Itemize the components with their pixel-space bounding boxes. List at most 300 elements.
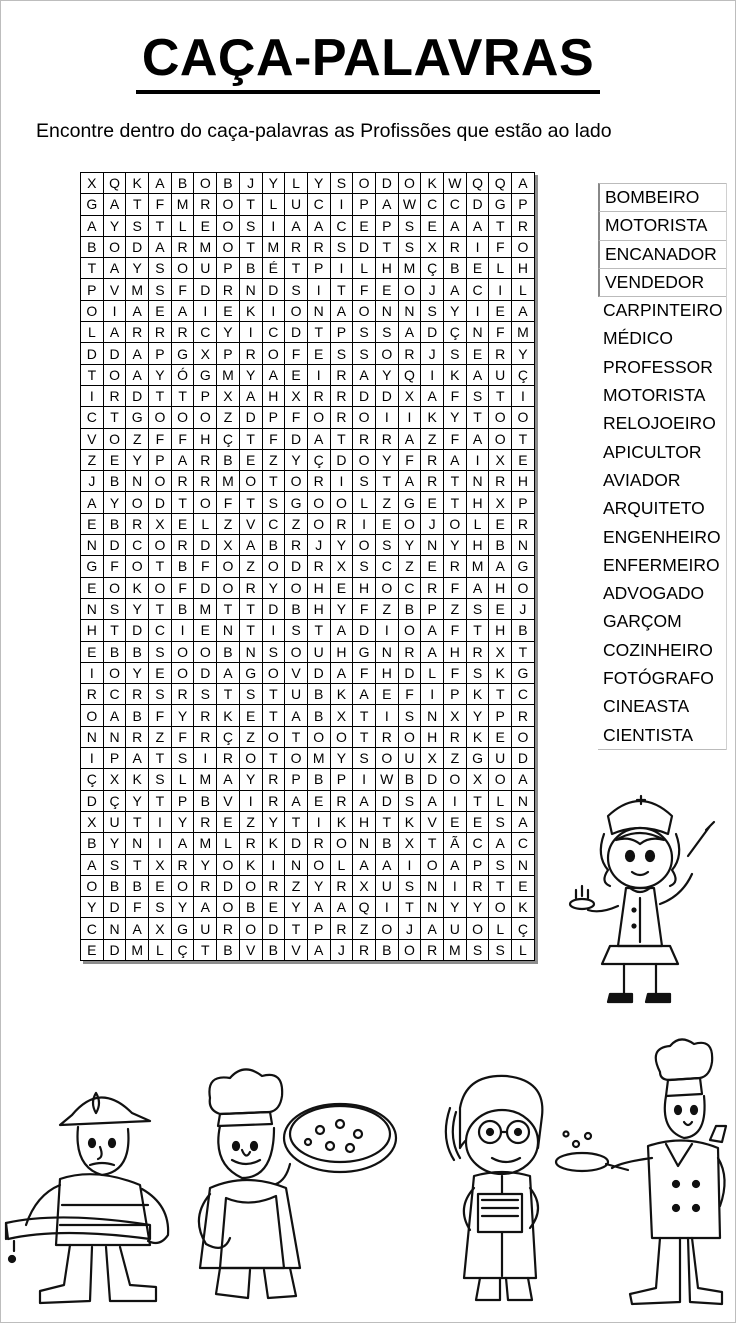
- grid-cell: A: [398, 471, 421, 492]
- grid-cell: R: [375, 726, 398, 747]
- grid-cell: I: [81, 748, 104, 769]
- grid-cell: S: [149, 258, 172, 279]
- grid-cell: V: [421, 811, 444, 832]
- grid-cell: K: [466, 726, 489, 747]
- grid-cell: P: [307, 918, 330, 939]
- grid-cell: X: [81, 173, 104, 194]
- grid-cell: O: [307, 726, 330, 747]
- grid-cell: O: [149, 407, 172, 428]
- grid-cell: O: [171, 875, 194, 896]
- grid-cell: R: [330, 513, 353, 534]
- grid-cell: F: [398, 684, 421, 705]
- grid-cell: I: [444, 875, 467, 896]
- grid-cell: X: [353, 875, 376, 896]
- grid-cell: O: [217, 897, 240, 918]
- grid-cell: V: [81, 428, 104, 449]
- grid-cell: Ç: [512, 918, 535, 939]
- grid-cell: L: [171, 769, 194, 790]
- grid-cell: A: [512, 173, 535, 194]
- grid-cell: R: [171, 471, 194, 492]
- grid-row: [81, 236, 535, 257]
- grid-cell: D: [149, 492, 172, 513]
- grid-cell: U: [194, 918, 217, 939]
- grid-cell: N: [512, 535, 535, 556]
- grid-cell: E: [375, 513, 398, 534]
- grid-cell: R: [421, 449, 444, 470]
- grid-row: [81, 258, 535, 279]
- grid-cell: V: [285, 939, 308, 960]
- grid-cell: Y: [466, 897, 489, 918]
- grid-cell: Z: [398, 556, 421, 577]
- grid-cell: X: [330, 705, 353, 726]
- grid-cell: E: [171, 513, 194, 534]
- grid-cell: O: [103, 236, 126, 257]
- page-title: CAÇA-PALAVRAS: [136, 28, 600, 94]
- grid-cell: H: [489, 620, 512, 641]
- grid-cell: F: [353, 598, 376, 619]
- grid-cell: F: [353, 662, 376, 683]
- grid-cell: K: [489, 662, 512, 683]
- grid-cell: H: [466, 535, 489, 556]
- grid-cell: Y: [285, 897, 308, 918]
- grid-cell: C: [81, 918, 104, 939]
- grid-cell: U: [103, 811, 126, 832]
- grid-cell: T: [512, 428, 535, 449]
- grid-cell: E: [81, 641, 104, 662]
- grid-cell: S: [421, 300, 444, 321]
- grid-cell: I: [512, 385, 535, 406]
- grid-cell: M: [194, 598, 217, 619]
- grid-cell: Ç: [81, 769, 104, 790]
- grid-cell: R: [330, 918, 353, 939]
- grid-row: [81, 535, 535, 556]
- grid-cell: I: [466, 236, 489, 257]
- grid-cell: L: [194, 513, 217, 534]
- grid-cell: F: [171, 428, 194, 449]
- grid-cell: D: [353, 385, 376, 406]
- grid-cell: O: [353, 173, 376, 194]
- grid-cell: N: [239, 641, 262, 662]
- grid-cell: O: [103, 428, 126, 449]
- grid-cell: P: [489, 705, 512, 726]
- grid-cell: R: [444, 236, 467, 257]
- grid-cell: A: [149, 236, 172, 257]
- grid-cell: R: [444, 726, 467, 747]
- grid-cell: B: [171, 598, 194, 619]
- grid-cell: R: [421, 939, 444, 960]
- grid-cell: F: [103, 556, 126, 577]
- grid-cell: S: [126, 215, 149, 236]
- grid-cell: L: [330, 854, 353, 875]
- grid-cell: Y: [285, 449, 308, 470]
- grid-cell: F: [217, 492, 240, 513]
- grid-cell: Y: [126, 449, 149, 470]
- grid-cell: Y: [217, 322, 240, 343]
- grid-cell: B: [81, 236, 104, 257]
- grid-cell: S: [149, 897, 172, 918]
- grid-cell: E: [217, 300, 240, 321]
- grid-cell: R: [239, 577, 262, 598]
- grid-cell: L: [489, 790, 512, 811]
- grid-cell: H: [262, 385, 285, 406]
- grid-cell: E: [375, 684, 398, 705]
- grid-row: [81, 343, 535, 364]
- grid-cell: T: [285, 258, 308, 279]
- grid-cell: E: [81, 513, 104, 534]
- grid-cell: A: [239, 385, 262, 406]
- grid-cell: P: [512, 492, 535, 513]
- grid-cell: K: [466, 684, 489, 705]
- grid-cell: X: [444, 705, 467, 726]
- grid-cell: B: [239, 897, 262, 918]
- grid-cell: Y: [375, 449, 398, 470]
- grid-cell: O: [444, 769, 467, 790]
- grid-cell: R: [285, 236, 308, 257]
- grid-cell: R: [330, 407, 353, 428]
- grid-cell: I: [421, 684, 444, 705]
- grid-cell: D: [81, 790, 104, 811]
- grid-row: [81, 705, 535, 726]
- grid-cell: T: [217, 598, 240, 619]
- grid-cell: S: [489, 811, 512, 832]
- grid-cell: A: [126, 343, 149, 364]
- grid-cell: S: [285, 279, 308, 300]
- grid-cell: Y: [444, 897, 467, 918]
- grid-cell: A: [307, 939, 330, 960]
- grid-cell: X: [466, 769, 489, 790]
- grid-cell: Y: [126, 598, 149, 619]
- grid-cell: N: [466, 322, 489, 343]
- grid-cell: N: [353, 833, 376, 854]
- grid-cell: T: [489, 875, 512, 896]
- grid-cell: T: [149, 556, 172, 577]
- grid-cell: B: [217, 641, 240, 662]
- grid-cell: S: [103, 598, 126, 619]
- grid-cell: A: [285, 790, 308, 811]
- grid-cell: F: [285, 343, 308, 364]
- grid-cell: A: [421, 385, 444, 406]
- grid-cell: A: [285, 705, 308, 726]
- grid-cell: K: [421, 407, 444, 428]
- grid-cell: M: [512, 322, 535, 343]
- grid-cell: N: [285, 854, 308, 875]
- grid-cell: W: [375, 769, 398, 790]
- grid-cell: O: [171, 662, 194, 683]
- grid-cell: C: [444, 194, 467, 215]
- grid-cell: J: [421, 513, 444, 534]
- grid-cell: P: [103, 748, 126, 769]
- grid-cell: D: [466, 194, 489, 215]
- grid-cell: A: [444, 215, 467, 236]
- grid-cell: O: [103, 662, 126, 683]
- grid-cell: W: [398, 194, 421, 215]
- grid-cell: I: [375, 620, 398, 641]
- grid-cell: H: [353, 811, 376, 832]
- grid-cell: R: [149, 322, 172, 343]
- grid-cell: N: [126, 471, 149, 492]
- grid-cell: Y: [262, 577, 285, 598]
- grid-cell: T: [126, 194, 149, 215]
- grid-cell: D: [194, 535, 217, 556]
- grid-cell: O: [307, 513, 330, 534]
- profession-word: COZINHEIRO: [603, 639, 713, 660]
- grid-cell: N: [81, 598, 104, 619]
- grid-cell: R: [330, 875, 353, 896]
- grid-cell: E: [81, 939, 104, 960]
- grid-cell: L: [489, 258, 512, 279]
- grid-cell: R: [489, 343, 512, 364]
- grid-cell: L: [421, 662, 444, 683]
- grid-cell: X: [421, 748, 444, 769]
- grid-cell: B: [398, 598, 421, 619]
- grid-cell: R: [330, 790, 353, 811]
- grid-cell: O: [375, 343, 398, 364]
- grid-cell: T: [285, 811, 308, 832]
- grid-cell: Y: [126, 790, 149, 811]
- grid-cell: K: [239, 854, 262, 875]
- grid-row: [81, 279, 535, 300]
- grid-cell: C: [512, 684, 535, 705]
- grid-cell: A: [126, 364, 149, 385]
- grid-cell: D: [285, 322, 308, 343]
- grid-cell: T: [330, 279, 353, 300]
- grid-cell: K: [444, 364, 467, 385]
- grid-cell: G: [512, 662, 535, 683]
- grid-row: [81, 407, 535, 428]
- grid-cell: Y: [512, 343, 535, 364]
- grid-cell: R: [307, 556, 330, 577]
- grid-cell: D: [217, 875, 240, 896]
- grid-cell: A: [171, 833, 194, 854]
- grid-cell: I: [444, 790, 467, 811]
- grid-cell: K: [239, 300, 262, 321]
- grid-cell: O: [262, 662, 285, 683]
- grid-cell: R: [194, 471, 217, 492]
- grid-cell: O: [239, 471, 262, 492]
- grid-cell: B: [239, 258, 262, 279]
- profession-word: BOMBEIRO: [598, 183, 726, 212]
- grid-cell: K: [398, 811, 421, 832]
- grid-cell: S: [171, 748, 194, 769]
- grid-cell: G: [398, 492, 421, 513]
- grid-cell: O: [194, 173, 217, 194]
- grid-cell: M: [466, 556, 489, 577]
- grid-cell: R: [307, 236, 330, 257]
- grid-cell: M: [194, 236, 217, 257]
- grid-cell: O: [126, 556, 149, 577]
- grid-cell: B: [217, 449, 240, 470]
- grid-cell: T: [194, 939, 217, 960]
- grid-cell: E: [489, 513, 512, 534]
- grid-cell: I: [353, 513, 376, 534]
- grid-cell: N: [421, 535, 444, 556]
- grid-cell: L: [217, 833, 240, 854]
- grid-cell: Y: [307, 173, 330, 194]
- grid-cell: O: [307, 854, 330, 875]
- grid-cell: S: [398, 236, 421, 257]
- grid-cell: Y: [194, 854, 217, 875]
- grid-cell: R: [398, 343, 421, 364]
- grid-cell: Y: [466, 705, 489, 726]
- grid-cell: R: [330, 364, 353, 385]
- grid-cell: T: [239, 492, 262, 513]
- grid-cell: Y: [103, 833, 126, 854]
- grid-cell: C: [103, 684, 126, 705]
- grid-cell: I: [194, 300, 217, 321]
- grid-cell: S: [103, 854, 126, 875]
- grid-cell: B: [171, 173, 194, 194]
- grid-cell: C: [126, 535, 149, 556]
- grid-cell: E: [217, 811, 240, 832]
- grid-cell: P: [466, 854, 489, 875]
- grid-cell: O: [375, 918, 398, 939]
- grid-cell: R: [307, 385, 330, 406]
- grid-cell: V: [103, 279, 126, 300]
- grid-cell: T: [262, 684, 285, 705]
- grid-cell: T: [239, 428, 262, 449]
- grid-row: [81, 748, 535, 769]
- grid-cell: O: [171, 258, 194, 279]
- grid-cell: O: [239, 875, 262, 896]
- grid-cell: E: [421, 492, 444, 513]
- title-container: [0, 28, 736, 94]
- grid-cell: I: [398, 407, 421, 428]
- grid-cell: E: [466, 258, 489, 279]
- grid-cell: J: [81, 471, 104, 492]
- grid-cell: C: [512, 833, 535, 854]
- grid-cell: W: [444, 173, 467, 194]
- grid-cell: E: [489, 726, 512, 747]
- grid-cell: A: [512, 300, 535, 321]
- grid-cell: Y: [81, 897, 104, 918]
- grid-cell: T: [466, 620, 489, 641]
- grid-cell: D: [353, 236, 376, 257]
- grid-cell: B: [307, 769, 330, 790]
- grid-cell: R: [194, 449, 217, 470]
- grid-cell: I: [307, 279, 330, 300]
- grid-cell: Y: [444, 407, 467, 428]
- grid-cell: D: [285, 428, 308, 449]
- grid-cell: L: [512, 939, 535, 960]
- grid-cell: I: [81, 662, 104, 683]
- grid-cell: O: [398, 173, 421, 194]
- grid-cell: R: [171, 854, 194, 875]
- grid-cell: O: [489, 428, 512, 449]
- grid-row: [81, 875, 535, 896]
- grid-cell: R: [398, 641, 421, 662]
- grid-cell: G: [194, 364, 217, 385]
- grid-cell: D: [194, 279, 217, 300]
- grid-cell: D: [421, 769, 444, 790]
- grid-cell: R: [330, 385, 353, 406]
- grid-cell: Y: [330, 748, 353, 769]
- grid-cell: A: [103, 194, 126, 215]
- grid-cell: F: [149, 705, 172, 726]
- grid-cell: R: [171, 322, 194, 343]
- grid-cell: I: [330, 471, 353, 492]
- grid-cell: N: [217, 620, 240, 641]
- grid-cell: I: [239, 322, 262, 343]
- grid-cell: O: [194, 407, 217, 428]
- grid-cell: S: [353, 471, 376, 492]
- grid-cell: R: [217, 279, 240, 300]
- grid-row: [81, 364, 535, 385]
- grid-cell: O: [489, 897, 512, 918]
- grid-cell: T: [307, 322, 330, 343]
- grid-cell: M: [444, 939, 467, 960]
- grid-row: [81, 620, 535, 641]
- grid-cell: S: [444, 343, 467, 364]
- grid-cell: O: [466, 918, 489, 939]
- grid-cell: O: [81, 875, 104, 896]
- grid-cell: S: [489, 939, 512, 960]
- grid-cell: R: [171, 684, 194, 705]
- grid-cell: G: [353, 641, 376, 662]
- grid-cell: K: [330, 811, 353, 832]
- grid-cell: G: [239, 662, 262, 683]
- grid-cell: Y: [126, 662, 149, 683]
- grid-cell: T: [239, 194, 262, 215]
- grid-cell: Ç: [217, 726, 240, 747]
- grid-cell: A: [81, 492, 104, 513]
- grid-cell: U: [398, 748, 421, 769]
- grid-row: [81, 598, 535, 619]
- grid-cell: B: [398, 769, 421, 790]
- grid-cell: Z: [353, 918, 376, 939]
- grid-cell: A: [103, 705, 126, 726]
- grid-cell: K: [262, 833, 285, 854]
- grid-cell: I: [262, 620, 285, 641]
- grid-cell: N: [126, 833, 149, 854]
- grid-cell: X: [285, 385, 308, 406]
- grid-cell: D: [375, 173, 398, 194]
- grid-cell: R: [466, 641, 489, 662]
- grid-cell: S: [398, 790, 421, 811]
- grid-cell: I: [307, 364, 330, 385]
- grid-cell: S: [239, 215, 262, 236]
- grid-cell: T: [81, 364, 104, 385]
- grid-cell: O: [398, 279, 421, 300]
- grid-cell: C: [149, 620, 172, 641]
- grid-cell: H: [444, 641, 467, 662]
- grid-cell: U: [375, 875, 398, 896]
- grid-cell: O: [330, 726, 353, 747]
- grid-cell: P: [444, 684, 467, 705]
- grid-cell: X: [81, 811, 104, 832]
- grid-cell: B: [171, 556, 194, 577]
- grid-cell: R: [194, 726, 217, 747]
- grid-cell: K: [126, 577, 149, 598]
- grid-cell: Y: [126, 258, 149, 279]
- grid-cell: M: [307, 748, 330, 769]
- grid-cell: B: [262, 535, 285, 556]
- grid-cell: X: [149, 513, 172, 534]
- grid-cell: Q: [466, 173, 489, 194]
- grid-cell: X: [489, 449, 512, 470]
- grid-cell: R: [512, 705, 535, 726]
- grid-cell: N: [466, 471, 489, 492]
- grid-cell: S: [262, 641, 285, 662]
- grid-cell: R: [126, 322, 149, 343]
- grid-cell: Z: [262, 449, 285, 470]
- grid-cell: G: [171, 343, 194, 364]
- grid-cell: X: [149, 854, 172, 875]
- profession-word: ENGENHEIRO: [603, 526, 721, 547]
- grid-cell: K: [126, 173, 149, 194]
- grid-cell: A: [353, 684, 376, 705]
- grid-cell: N: [512, 854, 535, 875]
- grid-cell: Y: [239, 769, 262, 790]
